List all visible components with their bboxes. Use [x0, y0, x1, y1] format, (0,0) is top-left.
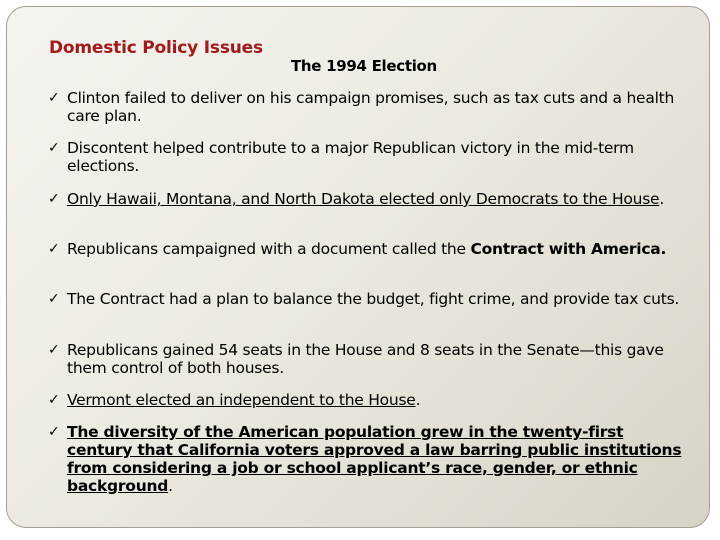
bullet-item-vermont	[48, 391, 688, 409]
bullet-text: The Contract had a plan to balance the budget, fight crime, and provide tax cuts.	[67, 290, 680, 308]
category-title: Domestic Policy Issues	[49, 38, 263, 58]
checkmark-icon: ✓	[48, 424, 60, 440]
checkmark-icon: ✓	[48, 191, 60, 207]
bullet-item-clinton-promises	[48, 89, 688, 125]
bullet-item-discontent	[48, 139, 688, 175]
bullet-item-contract-with-america	[48, 240, 688, 258]
bullet-bold-underlined-text: The diversity of the American population grew in the twenty-first century that California voters approved a law barring public institutions from considering a job or school applicant’s race, gender, or ethnic background	[67, 423, 682, 495]
checkmark-icon: ✓	[48, 241, 60, 257]
bullet-item-diversity	[48, 423, 688, 495]
bullet-underlined-text: Only Hawaii, Montana, and North Dakota elected only Democrats to the House	[67, 190, 660, 208]
bullet-item-democrat-states	[48, 190, 688, 208]
bullet-text: Republicans gained 54 seats in the House and 8 seats in the Senate—this gave them control of both houses.	[67, 341, 664, 377]
slide-title: The 1994 Election	[291, 57, 437, 75]
checkmark-icon: ✓	[48, 392, 60, 408]
bullet-text: Clinton failed to deliver on his campaign promises, such as tax cuts and a health care plan.	[67, 89, 675, 125]
bullet-bold-text: Contract with America.	[470, 240, 667, 258]
bullet-item-contract-plan	[48, 290, 688, 308]
bullet-punctuation: .	[415, 391, 421, 409]
checkmark-icon: ✓	[48, 342, 60, 358]
bullet-punctuation: .	[659, 190, 664, 208]
bullet-punctuation: .	[168, 477, 173, 495]
bullet-underlined-text: Vermont elected an independent to the House	[67, 391, 416, 409]
checkmark-icon: ✓	[48, 90, 60, 106]
bullet-item-seats-gained	[48, 341, 688, 377]
checkmark-icon: ✓	[48, 291, 60, 307]
bullet-text: Republicans campaigned with a document called the	[67, 240, 471, 258]
bullet-text: Discontent helped contribute to a major Republican victory in the mid-term elections.	[67, 139, 634, 175]
checkmark-icon: ✓	[48, 140, 60, 156]
